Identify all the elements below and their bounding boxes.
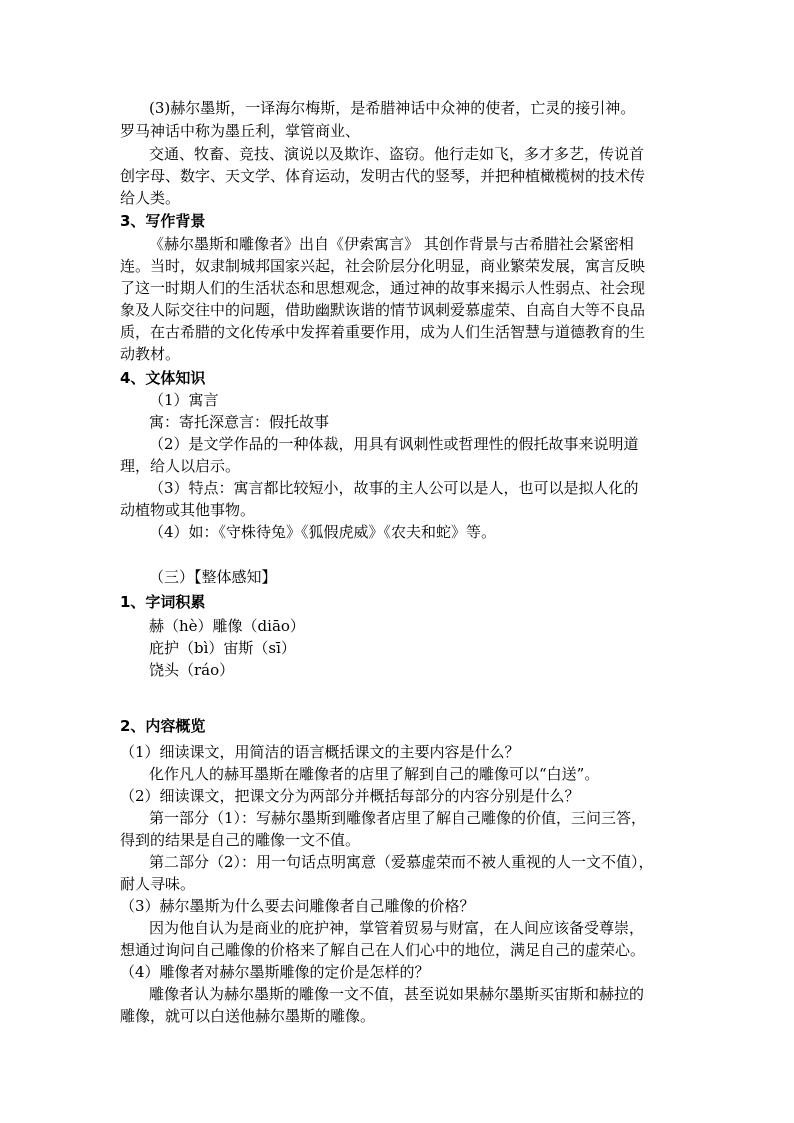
content-line: （3）赫尔墨斯为什么要去问雕像者自己雕像的价格？ [120, 897, 475, 915]
content-line: 第二部分（2）：用一句话点明寓意（爱慕虚荣而不被人重视的人一文不值）， [149, 853, 654, 871]
content-line: 得到的结果是自己的雕像一文不值。 [120, 831, 361, 849]
background-line: 象及人际交往中的问题，借助幽默诙谐的情节讽刺爱慕虚荣、自高自大等不良品 [120, 301, 646, 319]
genre-line: （3）特点：寓言都比较短小，故事的主人公可以是人，也可以是拟人化的 [149, 479, 639, 497]
genre-line: 动植物或其他事物。 [120, 501, 256, 519]
section-heading-genre: 4、文体知识 [120, 369, 206, 387]
hermes-intro-line: (3)赫尔墨斯，一译海尔梅斯，是希腊神话中众神的使者，亡灵的接引神。 [149, 99, 636, 117]
vocab-line: 赫（hè）雕像（diāo） [149, 617, 305, 635]
content-line: 因为他自认为是商业的庇护神，掌管着贸易与财富，在人间应该备受尊崇， [149, 919, 645, 937]
genre-line: （2）是文学作品的一种体裁，用具有讽刺性或哲理性的假托故事来说明道 [149, 435, 639, 453]
content-line: 想通过询问自己雕像的价格来了解自己在人们心中的地位，满足自己的虚荣心。 [120, 941, 646, 959]
background-line: 《赫尔墨斯和雕像者》出自《伊索寓言》 其创作背景与古希腊社会紧密相 [149, 235, 634, 253]
hermes-intro-line: 给人类。 [120, 189, 181, 207]
genre-line: 寓：寄托深意言：假托故事 [149, 413, 330, 431]
background-line: 动教材。 [120, 345, 181, 363]
hermes-intro-line: 罗马神话中称为墨丘利，掌管商业、 [120, 122, 361, 140]
vocab-line: 庇护（bì）宙斯（sī） [149, 639, 296, 657]
content-line: （1）细读课文，用简洁的语言概括课文的主要内容是什么？ [120, 743, 520, 761]
hermes-intro-line: 交通、牧畜、竞技、演说以及欺诈、盗窃。他行走如飞，多才多艺，传说首 [149, 145, 645, 163]
background-line: 了这一时期人们的生活状态和思想观念，通过神的故事来揭示人性弱点、社会现 [120, 279, 646, 297]
content-line: 化作凡人的赫耳墨斯在雕像者的店里了解到自己的雕像可以“白送”。 [149, 765, 600, 783]
content-line: 耐人寻味。 [120, 875, 196, 893]
content-line: 雕像者认为赫尔墨斯的雕像一文不值，甚至说如果赫尔墨斯买宙斯和赫拉的 [149, 985, 645, 1003]
content-line: （4）雕像者对赫尔墨斯雕像的定价是怎样的？ [120, 963, 430, 981]
section-heading-overall: （三）【整体感知】 [149, 568, 277, 586]
background-line: 连。当时，奴隶制城邦国家兴起，社会阶层分化明显，商业繁荣发展，寓言反映 [120, 257, 646, 275]
section-heading-content: 2、内容概览 [120, 717, 206, 735]
content-line: 雕像，就可以白送他赫尔墨斯的雕像。 [120, 1007, 376, 1025]
content-line: （2）细读课文，把课文分为两部分并概括每部分的内容分别是什么？ [120, 787, 580, 805]
vocab-line: 饶头（ráo） [149, 661, 235, 679]
hermes-intro-line: 创字母、数字、天文学、体育运动，发明古代的竖琴，并把种植橄榄树的技术传 [120, 167, 646, 185]
genre-line: （4）如：《守株待兔》《狐假虎威》《农夫和蛇》等。 [149, 523, 497, 541]
background-line: 质，在古希腊的文化传承中发挥着重要作用，成为人们生活智慧与道德教育的生 [120, 323, 646, 341]
genre-line: （1）寓言 [149, 391, 219, 409]
content-line: 第一部分（1）：写赫尔墨斯到雕像者店里了解自己雕像的价值，三问三答， [149, 809, 647, 827]
section-heading-background: 3、写作背景 [120, 212, 206, 230]
section-heading-vocab: 1、字词积累 [120, 593, 206, 611]
genre-line: 理，给人以启示。 [120, 457, 241, 475]
